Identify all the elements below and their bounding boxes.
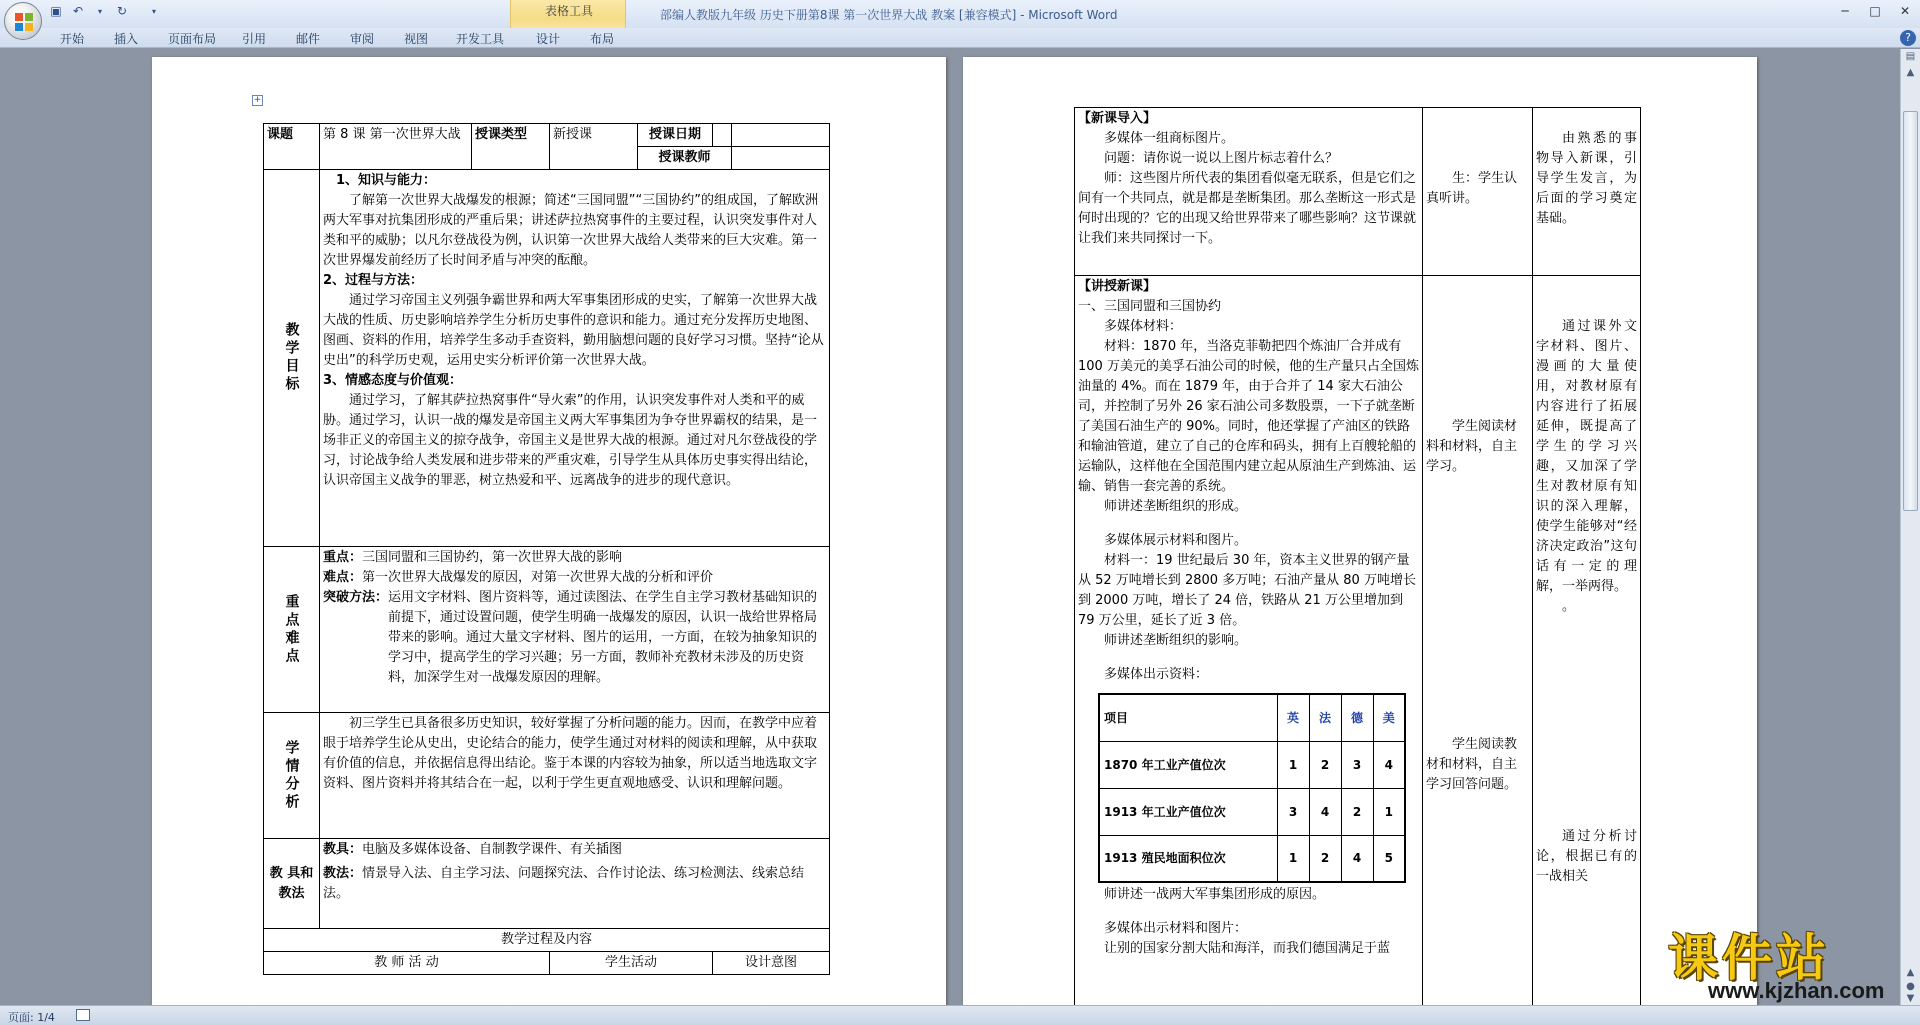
rank-header-fr: 法	[1309, 694, 1341, 741]
watermark-text: 课件站	[1668, 929, 1830, 987]
title-bar	[0, 0, 1920, 28]
dropdown-icon[interactable]: ▾	[97, 6, 102, 16]
lecture-design-cell[interactable]	[1533, 276, 1641, 1006]
intro-line-1: 多媒体一组商标图片。	[1104, 131, 1235, 146]
lesson-date-value[interactable]	[732, 124, 830, 147]
lecture-cell[interactable]	[1075, 276, 1423, 1006]
lecture-teacher-2: 师讲述垄断组织的影响。	[1104, 633, 1248, 648]
intro-design-cell[interactable]	[1533, 108, 1641, 276]
rank-header-us: 美	[1373, 694, 1405, 741]
objective-heading-3: 3、情感态度与价值观：	[323, 373, 463, 388]
quick-access-toolbar	[48, 3, 162, 19]
page-1	[152, 57, 946, 1005]
tools-item-text: 电脑及多媒体设备、自制教学课件、有关插图	[362, 842, 623, 857]
lesson-type-value[interactable]: 新授课	[550, 124, 638, 170]
scroll-up-icon[interactable]: ▲	[1906, 67, 1915, 78]
close-button[interactable]: ✕	[1899, 4, 1911, 18]
lecture-media-4: 多媒体出示材料和图片：	[1104, 921, 1248, 936]
lesson-plan-table	[263, 123, 830, 975]
proofing-icon[interactable]	[76, 1009, 90, 1021]
rank-header-item: 项目	[1099, 694, 1277, 741]
objective-text-3: 通过学习，了解其萨拉热窝事件“导火索”的作用，认识突发事件对人类和平的威胁。通过学习，认识一战的爆发是帝国主义两大军事集团为争夺世界霸权的结果，是一场非正义的帝国主义的掠夺战争，帝国主义是世界大战的根源。通过对凡尔登战役的学习，讨论战争给人类发展和进步带来的严重灾难，引导学生从具体历史事实得出结论，认识帝国主义战争的罪恶，树立热爱和平、远离战争的进步的现代意识。	[323, 393, 818, 488]
method-label: 突破方法：	[323, 590, 389, 605]
lecture-material-4: 让别的国家分割大陆和海洋，而我们德国满足于蓝	[1104, 941, 1391, 956]
tab-view[interactable]: 视图	[404, 32, 429, 46]
rank-cell: 1	[1277, 835, 1309, 882]
lecture-heading: 【讲授新课】	[1078, 279, 1157, 294]
rank-cell: 1	[1373, 788, 1405, 835]
objective-text-2: 通过学习帝国主义列强争霸世界和两大军事集团形成的史实，了解第一次世界大战大战的性质、历史影响培养学生分析历史事件的意识和能力。通过充分发挥历史地图、图画、资料的作用，培养学生多动手查资料，勤用脑想问题的良好学习习惯。坚持“论从史出”的科学历史观，运用史实分析评价第一次世界大战。	[323, 293, 824, 368]
tools-cell[interactable]	[320, 839, 830, 929]
page-count[interactable]: 页面: 1/4	[8, 1011, 55, 1024]
rank-cell: 5	[1373, 835, 1405, 882]
rank-cell: 4	[1309, 788, 1341, 835]
tab-home[interactable]: 开始	[60, 32, 85, 46]
page-2	[963, 57, 1757, 1005]
rank-header-uk: 英	[1277, 694, 1309, 741]
minimize-button[interactable]: ─	[1841, 4, 1849, 18]
teach-method-label: 教法：	[323, 866, 363, 881]
maximize-button[interactable]: □	[1869, 4, 1881, 18]
lecture-section-1: 一、三国同盟和三国协约	[1078, 299, 1222, 314]
spacer	[1078, 905, 1419, 919]
prev-page-icon[interactable]: ▲	[1906, 967, 1915, 978]
status-bar	[0, 1005, 1920, 1025]
lecture-student-cell[interactable]	[1423, 276, 1533, 1006]
rank-row-label: 1913 年工业产值位次	[1099, 788, 1277, 835]
tab-developer[interactable]: 开发工具	[456, 32, 505, 46]
vertical-scrollbar[interactable]	[1900, 49, 1920, 1005]
table-move-handle-icon[interactable]: +	[253, 95, 262, 105]
lecture-teacher-3: 师讲述一战两大军事集团形成的原因。	[1104, 887, 1326, 902]
teach-method-text: 情景导入法、自主学习法、问题探究法、合作讨论法、练习检测法、线索总结法。	[323, 866, 805, 901]
process-table	[1074, 107, 1641, 1005]
spacer	[1078, 651, 1419, 665]
objectives-label: 教学目标	[264, 170, 320, 547]
method-text: 运用文字材料、图片资料等，通过读图法、在学生自主学习教材基础知识的前提下，通过设置问题，使学生明确一战爆发的原因，认识一战给世界格局带来的影响。通过大量文字材料、图片的运用，一方面，在较为抽象知识的学习中，提高学生的学习兴趣；另一方面，教师补充教材未涉及的历史资料，加深学生对一战爆发原因的理解。	[388, 590, 818, 685]
ribbon-tabs	[0, 28, 1920, 48]
hard-text: 第一次世界大战爆发的原因，对第一次世界大战的分析和评价	[362, 570, 714, 585]
lecture-student-text-2: 学生阅读教材和材料，自主学习回答问题。	[1426, 737, 1518, 792]
rank-row-label: 1913 殖民地面积位次	[1099, 835, 1277, 882]
topic-label: 课题	[264, 124, 320, 170]
lecture-student-text-1: 学生阅读材料和材料，自主学习。	[1426, 419, 1518, 474]
lesson-date-spacer	[713, 124, 732, 147]
objectives-cell[interactable]	[320, 170, 830, 547]
office-logo-icon	[14, 12, 34, 32]
tab-design[interactable]: 设计	[536, 32, 561, 46]
spacer	[1078, 517, 1419, 531]
lecture-design-text-1: 通过课外文字材料、图片、漫画的大量使用，对教材原有内容进行了拓展延伸，既提高了学生的学习兴趣，又加深了学生对教材原有知识的深入理解，使学生能够对“经济决定政治”这句话有一定的理解，一举两得。	[1536, 319, 1637, 594]
ruler-toggle-icon[interactable]: ▤	[1905, 51, 1916, 62]
intro-student-cell[interactable]	[1423, 108, 1533, 276]
tools-item-label: 教具：	[323, 842, 363, 857]
window-title: 部编人教版九年级 历史下册第8课 第一次世界大战 教案 [兼容模式] - Microsoft Word	[660, 8, 1118, 22]
student-activity-heading: 学生活动	[550, 952, 713, 975]
objective-text-1: 了解第一次世界大战爆发的根源；简述“三国同盟”“三国协约”的组成国，了解欧洲两大军事对抗集团形成的严重后果；讲述萨拉热窝事件的主要过程，认识突发事件对人类和平的威胁；以凡尔登战役为例，认识第一次世界大战给人类带来的巨大灾难。第一次世界爆发前经历了长时间矛盾与冲突的酝酿。	[323, 193, 818, 268]
key-text: 三国同盟和三国协约，第一次世界大战的影响	[362, 550, 623, 565]
help-icon[interactable]: ?	[1900, 30, 1916, 46]
rank-cell: 1	[1277, 741, 1309, 788]
analysis-text: 初三学生已具备很多历史知识，较好掌握了分析问题的能力。因而，在教学中应着眼于培养学生论从史出，史论结合的能力，使学生通过对材料的阅读和理解，从中获取有价值的信息，并依据信息得出结论。鉴于本课的内容较为抽象，所以适当地选取文字资料、图片资料并将其结合在一起，以利于学生更直观地感受、认识和理解问题。	[323, 716, 818, 791]
objective-heading-1: 1、知识与能力：	[336, 173, 437, 188]
rank-cell: 2	[1309, 741, 1341, 788]
process-heading: 教学过程及内容	[264, 929, 830, 952]
lesson-date-label: 授课日期	[638, 124, 713, 147]
lecture-design-text-2: 通过分析讨论，根据已有的一战相关	[1536, 829, 1637, 884]
select-browse-icon[interactable]: ●	[1906, 981, 1915, 992]
key-label: 重点：	[323, 550, 363, 565]
tab-mailings[interactable]: 邮件	[296, 32, 321, 46]
lesson-type-label: 授课类型	[472, 124, 550, 170]
keypoints-label: 重点难点	[264, 547, 320, 713]
undo-icon[interactable]: ↶	[72, 4, 84, 18]
tab-review[interactable]: 审阅	[350, 32, 375, 46]
tab-page-layout[interactable]: 页面布局	[168, 32, 217, 46]
analysis-cell[interactable]	[320, 713, 830, 839]
intro-line-3: 师：这些图片所代表的集团看似毫无联系，但是它们之间有一个共同点，就是都是垄断集团。那么垄断这一形式是何时出现的？它的出现又给世界带来了哪些影响？这节课就让我们来共同探讨一下。	[1078, 171, 1417, 246]
lecture-design-end: 。	[1562, 599, 1576, 614]
intro-heading: 【新课导入】	[1078, 111, 1157, 126]
intro-line-2: 问题：请你说一说以上图片标志着什么？	[1104, 151, 1339, 166]
window-controls	[1830, 0, 1920, 22]
lecture-media-2: 多媒体展示材料和图片。	[1104, 533, 1248, 548]
document-workspace	[0, 49, 1900, 1005]
office-button[interactable]	[4, 2, 42, 40]
intro-design-text: 由熟悉的事物导入新课，引导学生发言，为后面的学习奠定基础。	[1536, 131, 1637, 226]
tools-label: 教 具和教法	[264, 839, 320, 929]
customize-qat-icon[interactable]: ▾	[151, 6, 156, 16]
lecture-material-1: 材料：1870 年，当洛克菲勒把四个炼油厂合并成有 100 万美元的美孚石油公司的时候，他的生产量只占全国炼油量的 4%。而在 1879 年，由于合并了 14 家大石油公司，并控制了另外 26 家石油公司多数股票，一下子就垄断了美国石油生产的 90%。同时，他还掌握了产油区的铁路和输油管道，建立了自己的仓库和码头，拥有上百艘轮船的运输队，这样他在全国范围内建立起从原油生产到炼油、运输、销售一套完善的系统。	[1078, 339, 1419, 494]
hard-label: 难点：	[323, 570, 363, 585]
tab-insert[interactable]: 插入	[114, 32, 139, 46]
intro-cell[interactable]	[1075, 108, 1423, 276]
teacher-label: 授课教师	[638, 147, 732, 170]
lecture-media-3: 多媒体出示资料：	[1104, 667, 1209, 682]
lecture-media-1: 多媒体材料：	[1104, 319, 1183, 334]
lecture-teacher-1: 师讲述垄断组织的形成。	[1104, 499, 1248, 514]
redo-icon[interactable]: ↻	[116, 4, 128, 18]
design-intent-heading: 设计意图	[713, 952, 830, 975]
watermark-logo	[1668, 918, 1904, 1008]
rank-cell: 3	[1277, 788, 1309, 835]
table-tools-label: 表格工具	[544, 4, 593, 18]
next-page-icon[interactable]: ▼	[1906, 993, 1915, 1004]
lecture-material-2: 材料一：19 世纪最后 30 年，资本主义世界的钢产量从 52 万吨增长到 2800 多万吨；石油产量从 80 万吨增长到 2000 万吨，增长了 24 倍，铁路从 21 万公里增加到 79 万公里，延长了近 3 倍。	[1078, 553, 1416, 628]
rank-cell: 2	[1309, 835, 1341, 882]
keypoints-cell[interactable]	[320, 547, 830, 713]
save-icon[interactable]: ▣	[50, 4, 62, 18]
topic-value[interactable]: 第 8 课 第一次世界大战	[320, 124, 472, 170]
industry-rank-table	[1098, 693, 1406, 883]
objective-heading-2: 2、过程与方法：	[323, 273, 424, 288]
teacher-activity-heading: 教 师 活 动	[264, 952, 550, 975]
rank-cell: 2	[1341, 788, 1373, 835]
analysis-label: 学情分析	[264, 713, 320, 839]
tab-layout[interactable]: 布局	[590, 32, 615, 46]
tab-references[interactable]: 引用	[242, 32, 267, 46]
scrollbar-thumb[interactable]	[1903, 111, 1918, 511]
rank-row-label: 1870 年工业产值位次	[1099, 741, 1277, 788]
rank-header-de: 德	[1341, 694, 1373, 741]
teacher-value[interactable]	[732, 147, 830, 170]
intro-student-text: 生：学生认真听讲。	[1426, 171, 1518, 206]
rank-cell: 4	[1373, 741, 1405, 788]
rank-cell: 3	[1341, 741, 1373, 788]
rank-cell: 4	[1341, 835, 1373, 882]
watermark-url: www.kjzhan.com	[1708, 978, 1885, 1003]
